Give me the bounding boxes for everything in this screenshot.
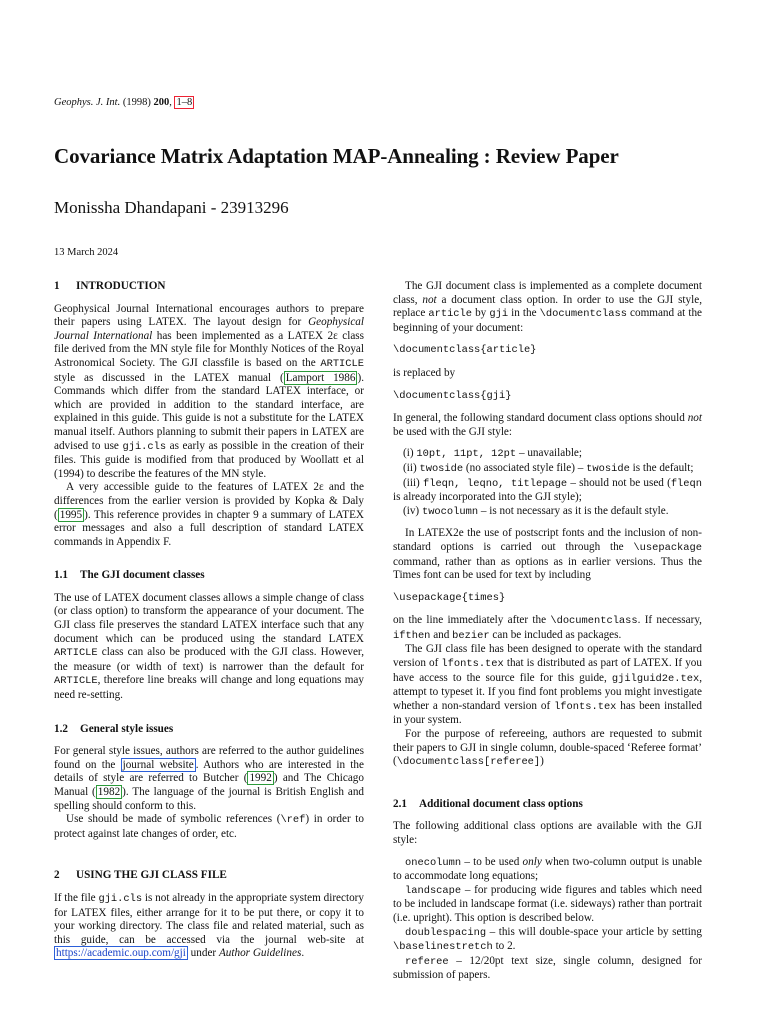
list-item: (i) 10pt, 11pt, 12pt – unavailable; — [403, 447, 582, 461]
packages-paragraph: on the line immediately after the \documentclass. If necessary, ifthen and bezier can be included as packages. — [393, 614, 702, 642]
journal-name: Geophys. J. Int. — [54, 97, 121, 108]
options-intro-paragraph: In general, the following standard document class options should not be used with the GJI style: — [393, 412, 702, 438]
code-documentclass-article: \documentclass{article} — [393, 344, 537, 357]
subsection-heading-style-issues: 1.2 General style issues — [54, 722, 174, 735]
subsection-heading-additional-options: 2.1 Additional document class options — [393, 797, 583, 810]
right-column — [393, 280, 702, 983]
style-issues-paragraph-2: Use should be made of symbolic references (\ref) in order to protect against late changes of order, etc. — [54, 813, 365, 840]
section-heading-using-class-file: 2 USING THE GJI CLASS FILE — [54, 869, 227, 882]
option-onecolumn: onecolumn – to be used only when two-column output is unable to accommodate long equations; — [393, 855, 702, 883]
style-issues-paragraph-1: For general style issues, authors are referred to the author guidelines found on the journal website . Authors who are interested in the details of style are referred to Butcher ( 1992 ) and The Chicago Manual ( 1982 ). The language of the journal is British English and spelling should conform to this. — [54, 745, 365, 812]
option-doublespacing: doublespacing – this will double-space your article by setting \baselinestretch to 2. — [393, 925, 702, 954]
citation-kopka[interactable]: 1995 — [59, 508, 83, 521]
academic-oup-link[interactable]: https://academic.oup.com/gji — [56, 947, 186, 960]
intro-paragraph-1: Geophysical Journal International encourages authors to prepare their papers using LATEX. The layout design for Geophysical Journal International has been implemented as a LATEX 2ε class file derived from the MN style file for Monthly Notices of the Royal Astronomical Society. The GJI classfile is based on the ARTICLE style as discussed in the LATEX manual ( Lamport 1986 ). Commands which differ from the standard LATEX interface, or which are provided in addition to the standard interface, are explained in this guide. This guide is not a substitute for the LATEX manual itself. Authors planning to submit their papers in LATEX are advised to use gji.cls as early as possible in the creation of their files. This guide is modified from that produced by Woollatt et al (1994) to describe the features of the MN style. — [54, 302, 365, 480]
paper-title: Covariance Matrix Adaptation MAP-Annealing : Review Paper — [54, 144, 619, 168]
class-implementation-paragraph: The GJI document class is implemented as a complete document class, not a document class option. In order to use the GJI style, replace article by gji in the \documentclass command at the beginning of your document: — [393, 280, 703, 334]
list-item: (iii) fleqn, leqno, titlepage – should not be used (fleqn is already incorporated into the GJI style); — [393, 476, 702, 504]
journal-citation: Geophys. J. Int. (1998) 200, 1–8 — [54, 97, 193, 108]
postscript-fonts-paragraph: In LATEX2e the use of postscript fonts and the inclusion of non-standard options is carried out through the \usepackage command, rather than as options as in earlier versions. Thus the Times font can be used for text by including — [393, 527, 702, 582]
subsection-heading-document-classes: 1.1 The GJI document classes — [54, 569, 205, 582]
section-heading-introduction: 1 INTRODUCTION — [54, 280, 166, 292]
journal-volume: 200 — [153, 97, 170, 108]
option-referee: referee – 12/20pt text size, single column, designed for submission of papers. — [393, 954, 702, 982]
using-class-file-paragraph: If the file gji.cls is not already in the appropriate system directory for LATEX files, either arrange for it to be put there, or copy it to your working directory. The class file and related material, such as this guide, can be accessed via the journal web-site at https://academic.oup.com/gji under Author Guidelines. — [54, 891, 364, 960]
list-item: (ii) twoside (no associated style file) – twoside is the default; — [403, 461, 694, 475]
list-item: (iv) twocolumn – is not necessary as it is the default style. — [403, 504, 669, 518]
additional-options-intro: The following additional class options are available with the GJI style: — [393, 820, 702, 846]
intro-paragraph-2: A very accessible guide to the features of LATEX 2ε and the differences from the earlier version is provided by Kopka & Daly ( 1995 ). This reference provides in chapter 9 a summary of LATEX error messages and also a full description of standard LATEX commands in Appendix F. — [54, 481, 364, 548]
code-documentclass-gji: \documentclass{gji} — [393, 389, 512, 402]
unsupported-options-list — [393, 447, 702, 519]
journal-year: (1998) — [122, 97, 151, 108]
citation-chicago[interactable]: 1982 — [97, 786, 121, 798]
lfonts-paragraph: The GJI class file has been designed to operate with the standard version of lfonts.tex that is distributed as part of LATEX. If you have access to the source file for this guide, gjilguid2e.tex, attempt to typeset it. If you find font problems you might investigate whether a non-standard version of lfonts.tex has been installed in your system. — [393, 643, 702, 727]
code-usepackage-times: \usepackage{times} — [393, 591, 506, 604]
page-range-link[interactable]: 1–8 — [176, 97, 193, 108]
author-name: Monissha Dhandapani - 23913296 — [54, 198, 289, 217]
paper-date: 13 March 2024 — [54, 247, 119, 258]
citation-butcher[interactable]: 1992 — [249, 772, 272, 785]
replaced-text: is replaced by — [393, 366, 456, 379]
document-classes-paragraph: The use of LATEX document classes allows a simple change of class (or class option) to transform the appearance of your document. The GJI class file preserves the standard LATEX interface such that any document which can be produced using the standard LATEX ARTICLE class can also be produced with the GJI class. However, the measure (or width of text) is narrower than the default for ARTICLE, therefore line breaks will change and long equations may need re-setting. — [54, 591, 364, 702]
citation-lamport[interactable]: Lamport 1986 — [285, 371, 356, 384]
referee-format-paragraph: For the purpose of refereeing, authors are requested to submit their papers to GJI in single column, double-spaced ‘Referee format’ (\documentclass[referee]) — [393, 728, 702, 769]
option-landscape: landscape – for producing wide figures and tables which need to be included in landscape format (i.e. sideways) rather than portrait (i.e. upright). This option is described below. — [393, 883, 702, 924]
journal-website-link[interactable]: journal website — [122, 758, 194, 771]
left-column — [54, 280, 364, 961]
